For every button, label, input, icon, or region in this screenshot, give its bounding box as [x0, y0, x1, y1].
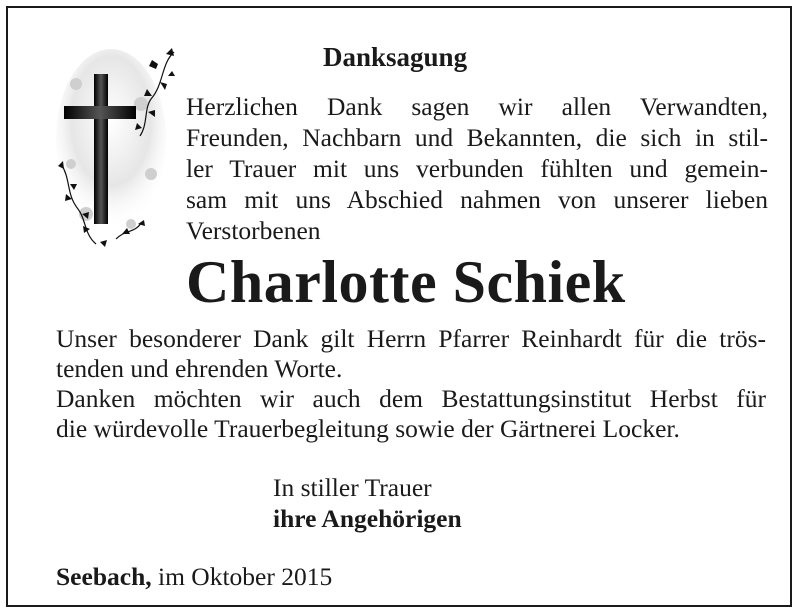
- mourning-line: In stiller Trauer: [273, 473, 432, 502]
- intro-line: ler Trauer mit uns verbunden fühlten und gemein-: [186, 154, 768, 183]
- intro-paragraph: [186, 91, 768, 246]
- cross-with-ivy-icon: [56, 44, 176, 254]
- mourning-block: [273, 472, 462, 534]
- thanks-paragraph: [56, 324, 766, 444]
- thanks-line: Unser besonderer Dank gilt Herrn Pfarrer Reinhardt für die trös-: [56, 324, 766, 353]
- place-date: [56, 562, 332, 592]
- intro-line: Freunden, Nachbarn und Bekannten, die sich in stil-: [186, 123, 768, 152]
- place: Seebach,: [56, 562, 152, 591]
- intro-line: Verstorbenen: [186, 216, 321, 245]
- thanks-line: Danken möchten wir auch dem Bestattungsinstitut Herbst für: [56, 384, 766, 413]
- notice-title: Danksagung: [323, 42, 468, 72]
- intro-line: Herzlichen Dank sagen wir allen Verwandten,: [186, 92, 768, 121]
- notice-frame: [6, 6, 792, 607]
- thanks-line: tenden und ehrenden Worte.: [56, 354, 343, 383]
- deceased-name: Charlotte Schiek: [186, 249, 626, 315]
- date: im Oktober 2015: [158, 562, 333, 591]
- intro-line: sam mit uns Abschied nahmen von unserer lieben: [186, 185, 768, 214]
- thanks-line: die würdevolle Trauerbegleitung sowie der Gärtnerei Locker.: [56, 414, 680, 443]
- signature: ihre Angehörigen: [273, 504, 462, 533]
